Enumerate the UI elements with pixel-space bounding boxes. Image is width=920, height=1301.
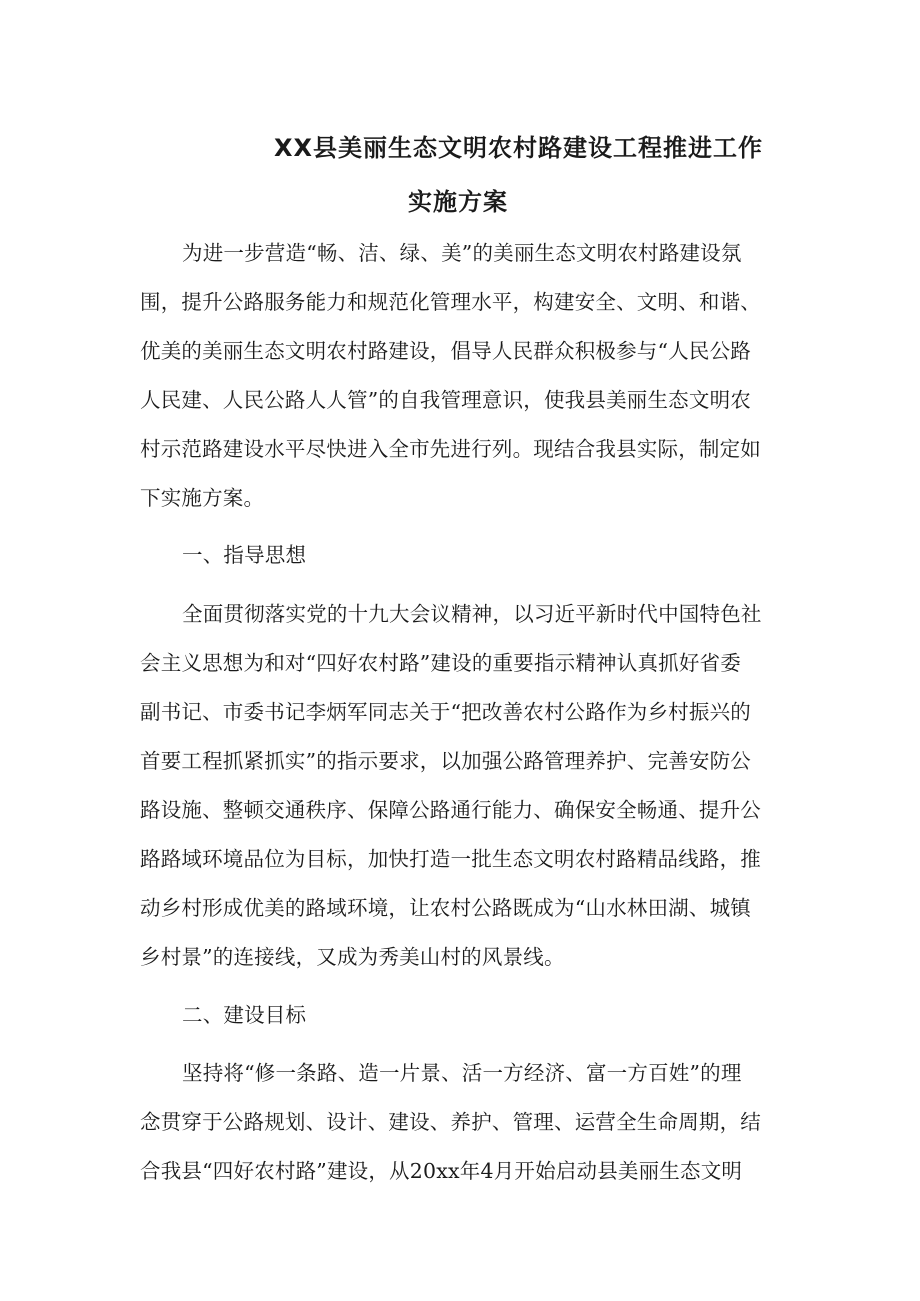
paragraph-ideology-line: 路路域环境品位为目标，加快打造一批生态文明农村路精品线路，推 (140, 847, 761, 871)
section-heading-construction-goals: 二、建设目标 (182, 1003, 307, 1027)
paragraph-intro-line: 为进一步营造“畅、洁、绿、美”的美丽生态文明农村路建设氛 (182, 241, 742, 265)
section-heading-guiding-ideology: 一、指导思想 (182, 543, 307, 567)
paragraph-ideology-line: 路设施、整顿交通秩序、保障公路通行能力、确保安全畅通、提升公 (140, 798, 761, 822)
paragraph-ideology-line: 首要工程抓紧抓实”的指示要求，以加强公路管理养护、完善安防公 (140, 749, 751, 773)
document-title-line-2: 实施方案 (408, 188, 508, 216)
paragraph-ideology-line: 会主义思想为和对“四好农村路”建设的重要指示精神认真抓好省委 (140, 651, 741, 675)
paragraph-ideology-line: 乡村景”的连接线，又成为秀美山村的风景线。 (140, 945, 565, 969)
paragraph-goals-line: 合我县“四好农村路”建设，从20xx年4月开始启动县美丽生态文明 (140, 1159, 743, 1183)
paragraph-intro-line: 村示范路建设水平尽快进入全市先进行列。现结合我县实际，制定如 (140, 437, 761, 461)
document-title-line-1: XX县美丽生态文明农村路建设工程推进工作 (274, 134, 764, 162)
paragraph-ideology-line: 全面贯彻落实党的十九大会议精神，以习近平新时代中国特色社 (182, 602, 762, 626)
paragraph-intro-line: 人民建、人民公路人人管”的自我管理意识，使我县美丽生态文明农 (140, 388, 751, 412)
paragraph-intro-line: 优美的美丽生态文明农村路建设，倡导人民群众积极参与“人民公路 (140, 339, 751, 363)
paragraph-intro-line: 围，提升公路服务能力和规范化管理水平，构建安全、文明、和谐、 (140, 290, 761, 314)
paragraph-intro-line: 下实施方案。 (140, 486, 265, 510)
paragraph-ideology-line: 副书记、市委书记李炳军同志关于“把改善农村公路作为乡村振兴的 (140, 700, 751, 724)
paragraph-ideology-line: 动乡村形成优美的路域环境，让农村公路既成为“山水林田湖、城镇 (140, 896, 751, 920)
paragraph-goals-line: 坚持将“修一条路、造一片景、活一方经济、富一方百姓”的理 (182, 1061, 742, 1085)
paragraph-goals-line: 念贯穿于公路规划、设计、建设、养护、管理、运营全生命周期，结 (140, 1110, 761, 1134)
